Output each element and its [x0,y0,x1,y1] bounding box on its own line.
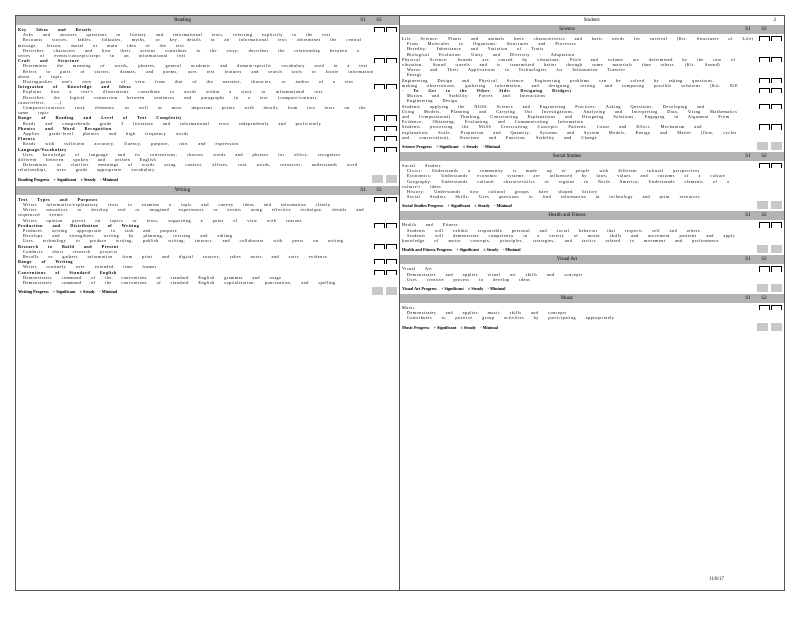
standard-text: cause/effect, ...) [18,99,62,105]
standard-text: Uses technology to produce writing, publish writing, interact, and collaborate with peers on writing [23,238,344,244]
standard-text: series of events/concepts/steps in an informational text [18,53,186,59]
standard-text: Key Ideas and Details [18,27,92,32]
health-fitness-section [400,211,784,255]
standard-text: Social Studies [402,163,441,169]
standard-text: Asks and answers questions in literary and informational texts, referring explicitly to the text [23,32,331,38]
standard-text: Describes the logical connection between sentences and paragraphs in a text (compare/contrast, [23,94,318,100]
report-card-page [15,15,785,591]
standard-text: relationships, uses grade appropriate vocabulary [18,167,155,173]
progress-row [400,201,784,210]
page-number: 2 [773,18,776,23]
s2-label: S2 [761,213,767,219]
s1-progress-box[interactable] [757,284,768,292]
standard-row [400,194,784,199]
progress-row [400,245,784,254]
progress-key: Social Studies Progress + Significant ± Steady - Minimal [402,203,512,209]
progress-boxes [372,287,397,295]
left-column [16,16,400,590]
standard-row [16,280,399,285]
standard-text: Students processing the NGSS Crosscutting Concepts: Patterns, Cause and Effect: Mechanism and [402,124,702,130]
standard-text: Determines or clarifies meanings of words using context, affixes, root words, resources, understands word [23,162,358,168]
progress-key: Writing Progress + Significant ± Steady - Minimal [18,289,118,295]
standard-text: Waves and Their Applications in Technologies for Information Transfer [407,67,626,73]
standard-text: Reads with sufficient accuracy, fluency, purpose, rate, and expression [23,141,239,147]
standard-text: different between spoken and written English [18,157,157,163]
standard-text: Develops and strengthens writing by planning, revising and editing [23,233,233,239]
standard-text: Students will demonstrate competency in a variety of motor skills and movement patterns and apply [407,232,736,238]
standard-text: Writes routinely over extended time frames [23,264,157,270]
standard-text: Demonstrates command of the conventions of standard English grammar and usage [23,274,282,280]
progress-key: Health and Fitness Progress + Significant ± Steady - Minimal [402,247,521,253]
standard-text: Recalls or gathers information from print and digital sources, takes notes and sorts evidence [23,253,328,259]
standard-text: vibration. Sound travels and is transmitted better through some materials than others. (Kit: Sound) [402,62,721,68]
progress-key: Music Progress + Significant ± Steady - Minimal [402,324,498,330]
progress-key: Reading Progress + Significant ± Steady - Minimal [18,176,118,182]
s2-progress-box[interactable] [771,245,782,253]
standard-text: Uses knowledge of language and its conventions; chooses words and phrases for effect; recognizes [23,151,341,157]
standard-text: Conventions of Standard English [18,269,117,275]
progress-row [16,175,399,184]
writing-header [16,186,399,195]
standard-text: Health and Fitness [402,222,459,228]
standard-text: Demonstrates and applies visual art skills and concepts [407,271,583,277]
standard-text: Applies grade-level phonics and high frequency words [23,131,189,137]
standard-text: sequenced events [18,212,64,218]
section-title: Writing [174,187,191,193]
standard-text: Energy [407,72,423,78]
section-title: Social Studies [552,154,582,160]
s2-label: S2 [761,27,767,32]
progress-row [16,287,399,296]
standard-text: Compares/contrasts story elements, as well as most important points with details from two texts on the [23,105,366,111]
standard-text: about a topic [18,73,63,79]
standard-text: Text Types and Purposes [18,196,98,202]
s1-label: S1 [745,27,751,32]
s1-progress-box[interactable] [372,287,383,295]
standard-text: Explains how a text's illustrations contribute to words within a story or informational text [23,89,323,95]
section-title: Reading [174,18,191,23]
reading-header [16,16,399,25]
visual-art-section [400,255,784,294]
science-header [400,25,784,34]
writing-section [16,186,399,298]
standard-text: culture's ideas [402,183,442,189]
standard-text: Motion and Stability: Forces and Interactions [407,93,546,99]
standard-text: Fluency [18,136,36,142]
standard-text: Students will exhibit responsible personal and social behavior that respects self and others [407,227,700,233]
standard-text: Students applying the NGSS Science and Engineering Practices: Asking Questions, Developing and [402,103,705,109]
standard-text: Range of Writing [18,259,74,265]
s2-progress-box[interactable] [771,201,782,209]
standard-text: Contributes to positive group activities by participating appropriately [407,315,615,321]
s2-progress-box[interactable] [386,287,397,295]
section-title: Music [560,295,574,301]
standard-text: Visual Art [402,266,433,272]
s2-label: S2 [761,257,767,263]
progress-row [400,284,784,293]
standard-text: History: Understands how cultural groups have shaped history [407,189,598,195]
standard-text: Range of Reading and Level of Text Complexity [18,115,182,121]
social-studies-section [400,152,784,211]
s1-label: S1 [360,187,366,193]
s1-progress-box[interactable] [372,175,383,183]
standard-text: Biological Evolution: Unity and Diversity - Adaptation [407,51,575,57]
standard-text: Evidence, Obtaining, Evaluating and Communicating Information [402,119,584,125]
s2-label: S2 [761,295,767,301]
health-header [400,211,784,220]
standard-text: Integration of Knowledge and Ideas [18,84,132,90]
section-title: Health and Fitness [548,213,586,219]
standard-text: Social Studies Skills: Uses questions to find information in technology and print resources [407,194,700,200]
standard-text: Craft and Structure [18,58,80,64]
standard-text: and Computational Thinking, Constructing Explanations and Designing Solutions, Engaging in Argument From [402,114,730,120]
section-title: Science [559,27,575,32]
standard-text: Writes informative/explanatory texts to examine a topic and convey ideas and information clearly [23,201,331,207]
s2-progress-box[interactable] [771,284,782,292]
s1-label: S1 [745,213,751,219]
standard-text: and conservation), Structure and Function, Stability and Change [402,134,598,140]
standard-text: explanation; Scale, Proportion and Quantity, Systems and System Models, Energy and Matter (flow, cycles [402,129,737,135]
s1-progress-box[interactable] [757,142,768,150]
standard-row [400,315,784,320]
standard-text: Civics: Understands a community is made up of people with different cultural perspectives [407,168,700,174]
reading-section [16,16,399,186]
standard-text: Language/Vocabulary [18,146,67,152]
standard-text: Production and Distribution of Writing [18,222,140,228]
standard-text: Demonstrates and applies music skills and concepts [407,310,567,316]
student-label: Student: [583,18,601,23]
s2-progress-box[interactable] [771,142,782,150]
social-studies-header [400,152,784,161]
standard-text: Research to Build and Present [18,243,119,249]
s2-label: S2 [376,18,382,23]
standard-text: Writes opinion pieces on topics or texts, supporting a point of view with reasons [23,217,303,223]
science-section [400,25,784,152]
progress-boxes [757,323,782,331]
standard-text: message, lesson, moral or main idea of the text [18,42,185,48]
progress-boxes [372,175,397,183]
standard-text: Engineering Design [407,98,458,104]
progress-boxes [757,201,782,209]
standard-text: Physical Science: Sounds are caused by vibrations. Pitch and volume are determined by the rate of [402,56,736,62]
standard-text: Phonics and Word Recognition [18,125,112,131]
standard-text: Music [402,304,415,310]
progress-row [400,323,784,332]
s1-label: S1 [360,18,366,23]
standard-text: Geography: Understands cultural characteristics of regions in North America; Understands elements of a [407,178,730,184]
standard-text: Using Models, Planning and Carrying Out Investigations, Analyzing and Interpreting Data, Using Mathematics [402,108,738,114]
standard-text: Distinguishes one's own point of view from that of the narrator, character, or author of a text [23,79,354,85]
standard-text: Conducts short research projects [23,248,118,254]
standard-text: Determines the meaning of words, phrases, general academic and domain-specific vocabulary used in a text [23,63,368,69]
standard-text: Reads and comprehends grade 3 literature and informational texts independently and proficiently [23,120,322,126]
standard-text: Engineering Design and Physical Science: Engineering problems can be solved by asking questions, [402,77,715,83]
s2-progress-box[interactable] [771,323,782,331]
standard-row [16,167,399,172]
student-header [400,16,784,25]
s2-label: S2 [376,187,382,193]
progress-row [400,142,784,151]
standard-text: From Molecules to Organisms: Structures and Processes [407,41,577,47]
progress-key: Science Progress + Significant ± Steady - Minimal [402,144,501,150]
section-title: Visual Art [556,257,578,263]
standard-text: Describes characters and how their actions contribute to the story; describes the relationship between a [23,47,360,53]
standard-text: Economics: Understands economic systems are influenced by laws, values and customs of a culture [407,173,726,179]
progress-boxes [757,142,782,150]
standard-row [400,238,784,243]
standard-text: Produces writing appropriate to task and purpose [23,227,178,233]
visual-art-header [400,255,784,264]
s1-progress-box[interactable] [757,245,768,253]
standard-text: Refers to parts of stories, dramas, and poems; uses text features and search tools to locate information [23,68,374,74]
standard-text: Uses creative process to develop ideas [407,276,531,282]
right-column [400,16,784,590]
standard-text: Life Science: Plants and animals have characteristics and basic needs for survival (Kit: Structures of Life) [402,36,754,41]
standard-text: same topic [18,110,50,116]
s1-label: S1 [745,154,751,160]
standard-text: Writes narratives to develop real or imagined experiences or events using effective technique, details and [23,207,364,213]
standard-text: Heredity: Inheritance and Variation of Traits [407,46,544,52]
progress-key: Visual Art Progress + Significant ± Steady - Minimal [402,285,506,291]
standard-text: Recounts stories, fables, folktales, myths, or key details in an informational text; determines the central [23,37,362,43]
progress-boxes [757,284,782,292]
progress-boxes [757,245,782,253]
s2-label: S2 [761,154,767,160]
s1-progress-box[interactable] [757,201,768,209]
standard-text: - To Get to the Other Side: Designing Bridges) [402,88,572,94]
music-header [400,294,784,303]
standard-text: Demonstrates command of the conventions of standard English capitalization, punctuation, and spelling [23,279,336,285]
s1-progress-box[interactable] [757,323,768,331]
standard-text: making observations, gathering information, and designing, testing and comparing possible solutions (Kit: EiE [402,82,739,88]
standard-text: knowledge of motor concepts, principles, strategies, and tactics related to movement and performance [402,238,719,244]
s2-progress-box[interactable] [386,175,397,183]
s1-label: S1 [745,295,751,301]
s1-label: S1 [745,257,751,263]
footer-code: 11/8/17 [708,577,724,582]
standard-row [400,135,784,140]
music-section [400,294,784,333]
standard-row [400,277,784,282]
